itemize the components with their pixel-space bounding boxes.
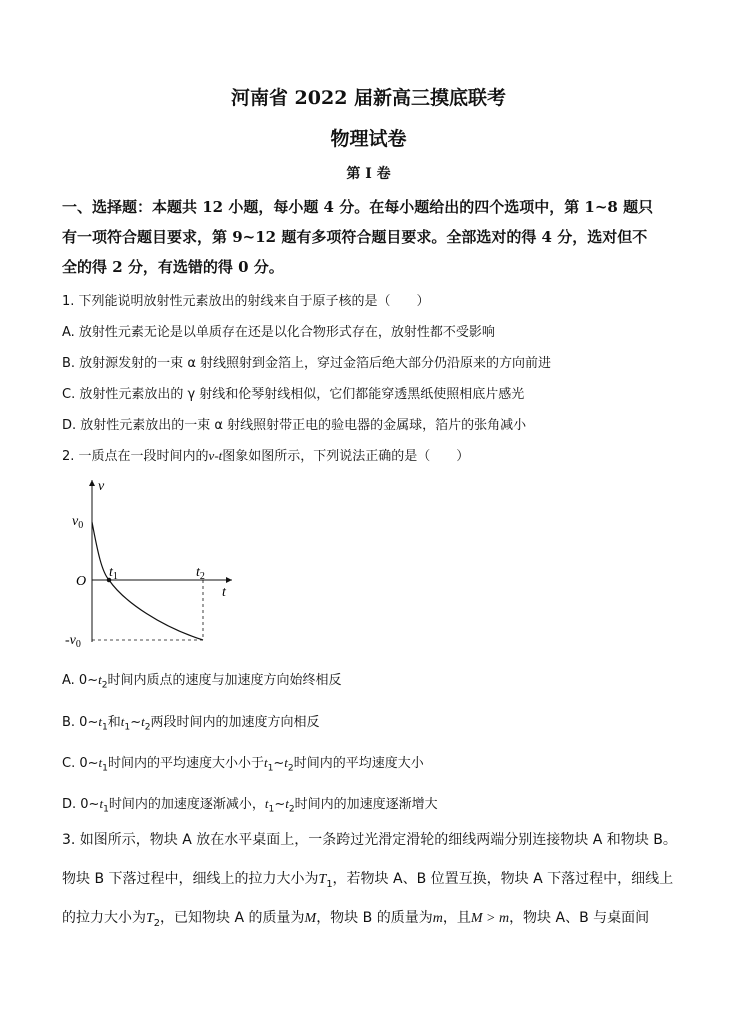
instruction-line-2: 有一项符合题目要求，第 9~12 题有多项符合题目要求。全部选对的得 4 分，选对但不 xyxy=(62,228,648,246)
q1-stem: 1. 下列能说明放射性元素放出的射线来自于原子核的是（ ） xyxy=(62,294,430,309)
instruction-line-1: 一、选择题：本题共 12 小题，每小题 4 分。在每小题给出的四个选项中，第 1~8 题只 xyxy=(62,198,654,216)
origin-label: O xyxy=(76,574,87,589)
exam-title: 河南省 2022 届新高三摸底联考 xyxy=(230,87,507,109)
q3-line-2: 物块 B 下落过程中，细线上的拉力大小为$T_1$，若物块 A、B 位置互换，物块 A 下落过程中，细线上 xyxy=(62,871,674,890)
part-heading: 第 I 卷 xyxy=(346,166,391,182)
q2-option-c: C. $0\sim t_1$时间内的平均速度大小小于$t_1\sim t_2$时间内的平均速度大小 xyxy=(62,755,424,774)
v-axis-label: v xyxy=(98,479,105,494)
t2-label: $t_2$ xyxy=(196,565,205,582)
q2-option-b: B. $0\sim t_1$和$t_1\sim t_2$两段时间内的加速度方向相反 xyxy=(62,714,320,733)
q2-stem: 2. 一质点在一段时间内的v-t图象如图所示，下列说法正确的是（ ） xyxy=(62,448,470,464)
instruction-line-3: 全的得 2 分，有选错的得 0 分。 xyxy=(62,258,284,276)
q3-line-1: 3. 如图所示，物块 A 放在水平桌面上，一条跨过光滑定滑轮的细线两端分别连接物块 A 和物块 B。 xyxy=(62,832,677,848)
t-axis-label: t xyxy=(222,585,226,600)
q1-option-a: A. 放射性元素无论是以单质存在还是以化合物形式存在，放射性都不受影响 xyxy=(62,325,495,340)
vt-graph xyxy=(62,472,252,652)
q1-option-d: D. 放射性元素放出的一束 α 射线照射带正电的验电器的金属球，箔片的张角减小 xyxy=(62,418,527,433)
q2-option-a: A. $0\sim t_2$时间内质点的速度与加速度方向始终相反 xyxy=(62,672,342,691)
q1-option-b: B. 放射源发射的一束 α 射线照射到金箔上，穿过金箔后绝大部分仍沿原来的方向前进 xyxy=(62,356,552,371)
q3-line-3: 的拉力大小为$T_2$，已知物块 A 的质量为M，物块 B 的质量为m，且M > m，物块 A、B 与桌面间 xyxy=(62,910,650,929)
v0-label: $v_0$ xyxy=(72,514,84,531)
q2-option-d: D. $0\sim t_1$时间内的加速度逐渐减小，$t_1\sim t_2$时间内的加速度逐渐增大 xyxy=(62,796,438,815)
neg-v0-label: $-v_0$ xyxy=(65,633,81,650)
subject-title: 物理试卷 xyxy=(330,128,407,150)
t1-label: $t_1$ xyxy=(109,565,118,582)
q1-option-c: C. 放射性元素放出的 γ 射线和伦琴射线相似，它们都能穿透黑纸使照相底片感光 xyxy=(62,387,525,402)
